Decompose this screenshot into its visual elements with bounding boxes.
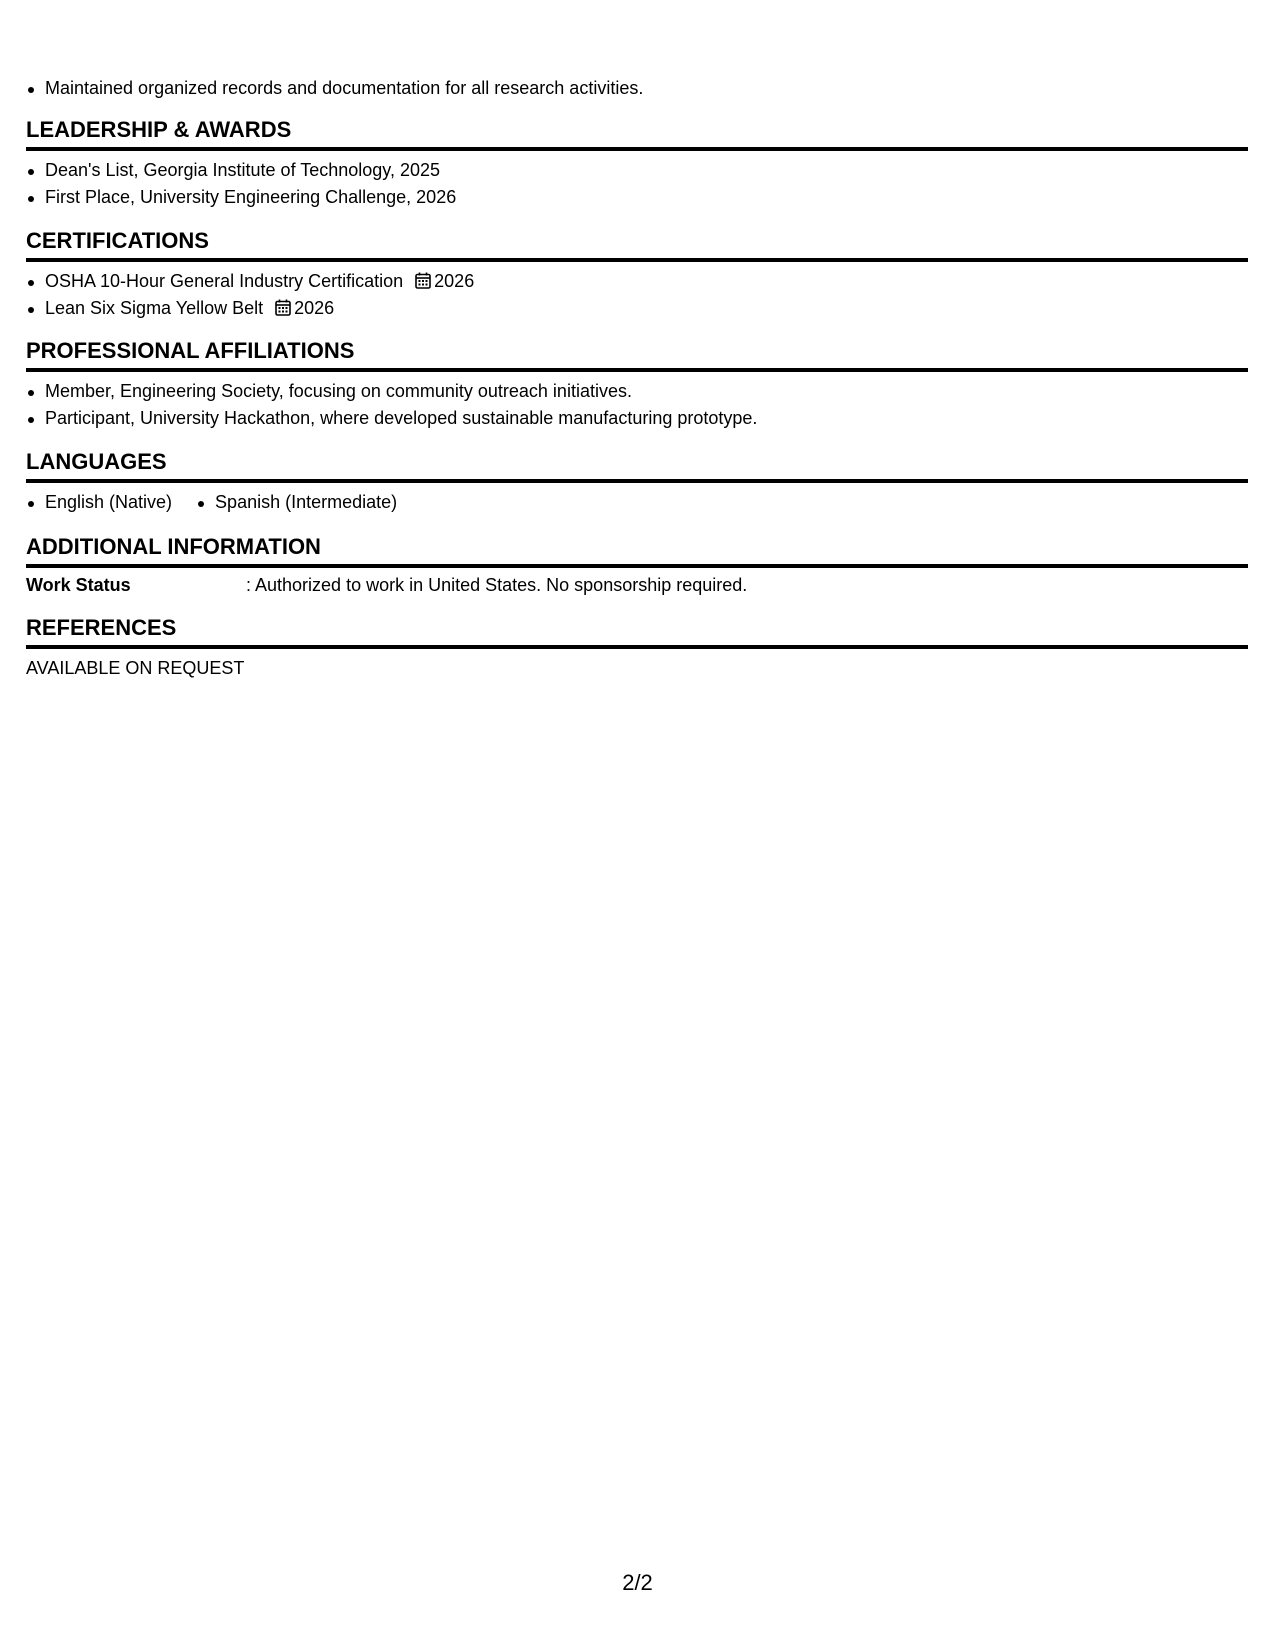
section-title: PROFESSIONAL AFFILIATIONS (26, 338, 355, 363)
certifications-section (26, 227, 1248, 322)
certifications-list (26, 268, 1248, 322)
references-section (26, 614, 1248, 682)
leadership-section (26, 116, 1248, 211)
certification-year: 2026 (294, 298, 335, 318)
experience-continued-list (26, 75, 1248, 102)
list-item: Maintained organized records and documentation for all research activities. (26, 75, 1248, 102)
section-divider (26, 645, 1248, 649)
list-item: Dean's List, Georgia Institute of Technology, 2025 (26, 157, 1248, 184)
page-number: 2/2 (622, 1570, 653, 1595)
section-title: ADDITIONAL INFORMATION (26, 534, 321, 559)
section-title: LANGUAGES (26, 449, 167, 474)
references-text: AVAILABLE ON REQUEST (26, 658, 245, 678)
affiliations-section (26, 337, 1248, 432)
languages-section (26, 448, 1248, 516)
section-divider (26, 147, 1248, 151)
section-title: REFERENCES (26, 615, 177, 640)
certification-name: Lean Six Sigma Yellow Belt (45, 298, 264, 318)
section-title: CERTIFICATIONS (26, 228, 209, 253)
section-divider (26, 258, 1248, 262)
info-value: : Authorized to work in United States. No sponsorship required. (246, 575, 748, 595)
section-divider (26, 564, 1248, 568)
section-divider (26, 368, 1248, 372)
languages-list (26, 489, 1248, 516)
certification-year: 2026 (434, 271, 475, 291)
list-item: Member, Engineering Society, focusing on community outreach initiatives. (26, 378, 1248, 405)
info-row (26, 572, 1248, 599)
list-item: Participant, University Hackathon, where developed sustainable manufacturing prototype. (26, 405, 1248, 432)
list-item: First Place, University Engineering Challenge, 2026 (26, 184, 1248, 211)
calendar-icon (415, 270, 431, 297)
additional-info-section (26, 533, 1248, 599)
section-title: LEADERSHIP & AWARDS (26, 117, 292, 142)
list-item (26, 295, 1248, 322)
calendar-icon (275, 297, 291, 324)
info-label: Work Status (26, 575, 131, 595)
section-divider (26, 479, 1248, 483)
list-item: Spanish (Intermediate) (196, 489, 397, 516)
affiliations-list (26, 378, 1248, 432)
leadership-list (26, 157, 1248, 211)
list-item: English (Native) (26, 489, 172, 516)
list-item (26, 268, 1248, 295)
certification-name: OSHA 10-Hour General Industry Certification (45, 271, 404, 291)
